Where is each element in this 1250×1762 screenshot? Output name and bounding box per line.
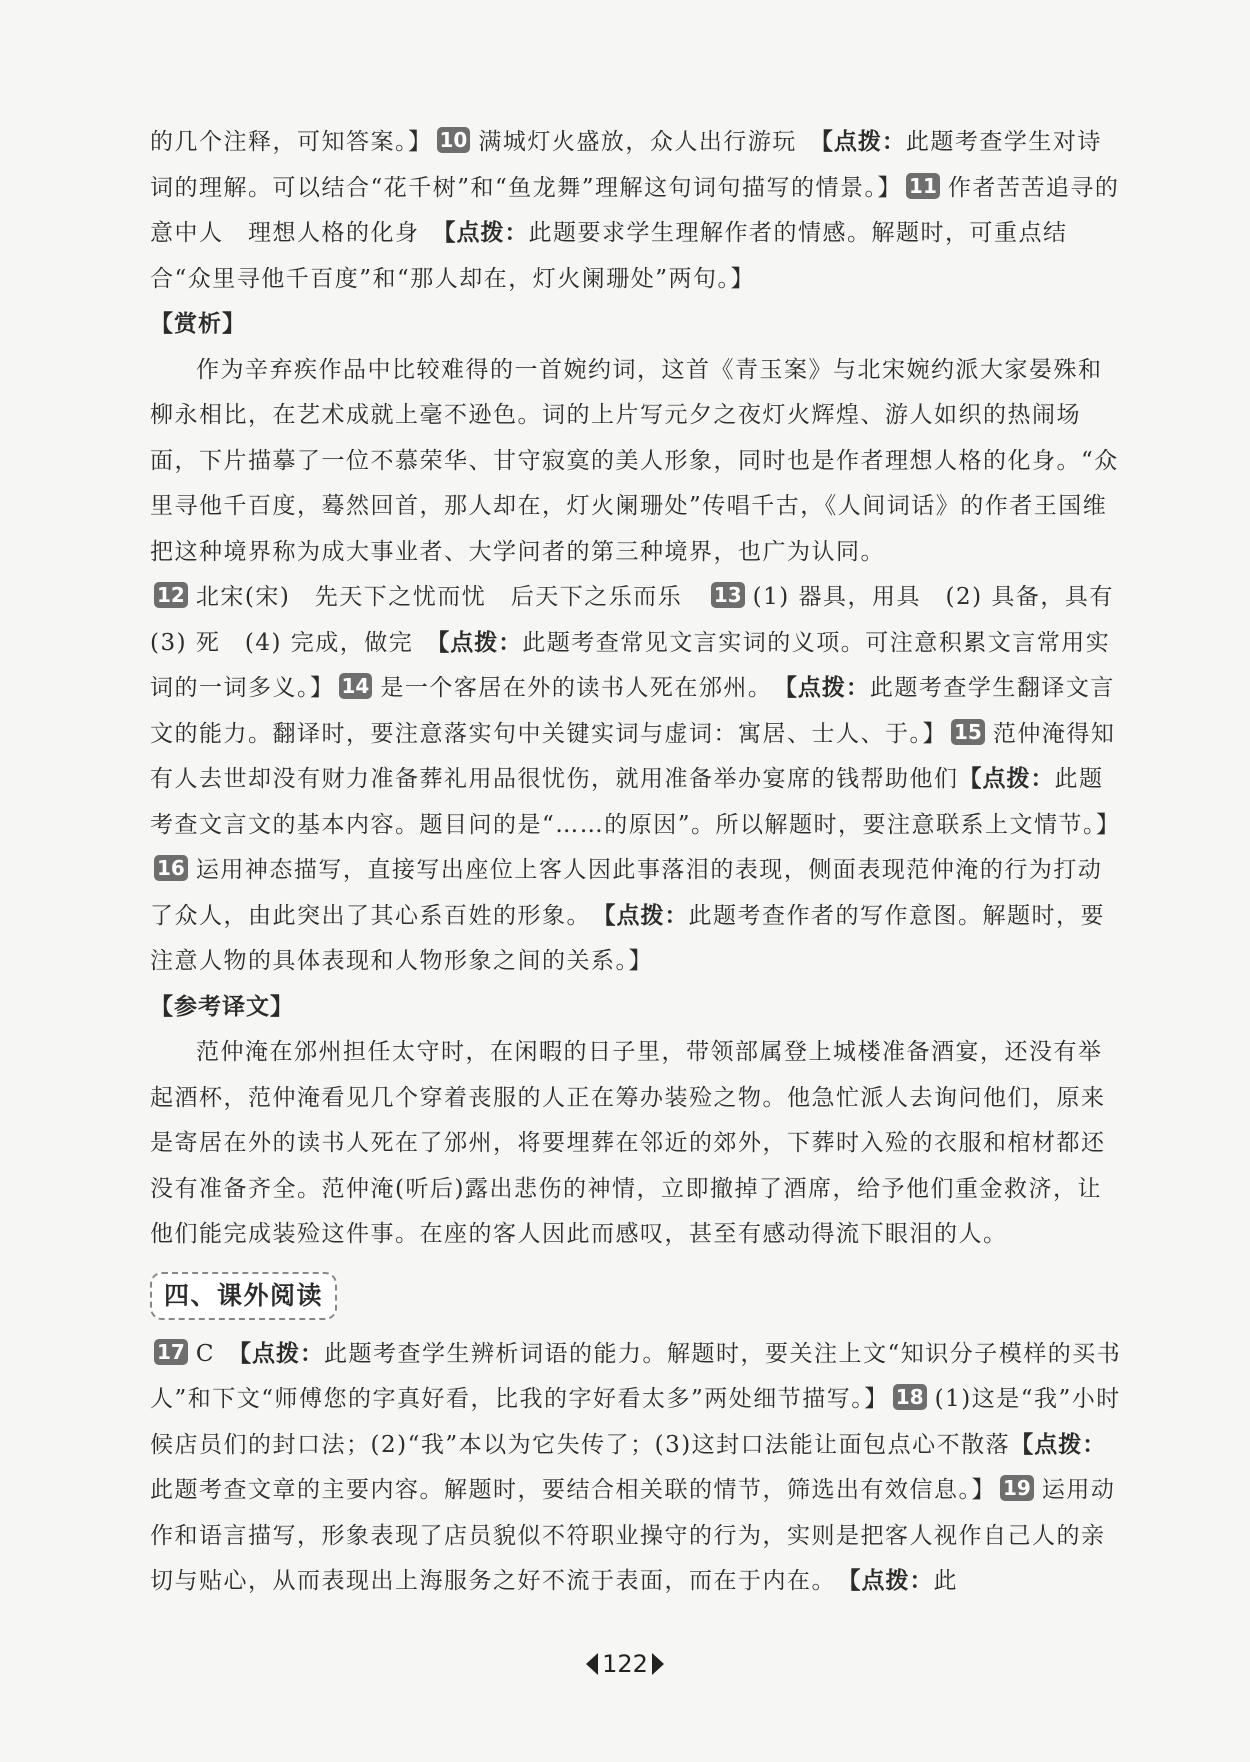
hint-tag: 【点拨：	[821, 129, 906, 155]
appreciation-heading: 【赏析】	[150, 311, 246, 337]
answer-11: 作者苦苦追寻的意中人 理想人格的化身	[150, 174, 1120, 246]
question-number-14: 14	[339, 673, 373, 699]
question-number-11: 11	[906, 173, 940, 199]
hint-tag: 【点拨：	[437, 629, 523, 656]
hint-tag: 【点拨：	[444, 220, 529, 246]
answers-12-16	[150, 575, 1139, 985]
question-number-18: 18	[893, 1384, 927, 1410]
answer-19: 运用动作和语言描写，形象表现了店员貌似不符职业操守的行为，实则是把客人视作自己人的亲切与贴心，从而表现出上海服务之好不流于表面，而在于内在。	[150, 1477, 1116, 1594]
question-number-10: 10	[437, 127, 471, 153]
page-number-text: 122	[602, 1650, 648, 1678]
triangle-left-icon	[586, 1653, 598, 1675]
answer-14: 是一个客居在外的读书人死在邠州。	[380, 675, 761, 701]
translation-heading: 【参考译文】	[150, 993, 294, 1020]
continued-note: 的几个注释，可知答案。】	[150, 129, 433, 155]
hint-tag: 【点拨：	[239, 1340, 324, 1367]
hint-tag: 【点拨：	[849, 1568, 934, 1594]
hint-19: 此	[933, 1568, 958, 1594]
question-number-12: 12	[154, 582, 188, 608]
hint-11: 此题要求学生理解作者的情感。解题时，可重点结合“众里寻他千百度”和“那人却在，灯火阑珊处”两句。】	[150, 220, 1068, 292]
answer-12: 北宋(宋) 先天下之忧而忧 后天下之乐而乐	[195, 584, 683, 610]
hint-tag: 【点拨：	[604, 902, 689, 929]
hint-13: 此题考查常见文言实词的义项。可注意积累文言常用实词的一词多义。】	[150, 629, 1111, 701]
section-title-extracurricular-reading: 四、课外阅读	[150, 1272, 337, 1320]
hint-17: 此题考查学生辨析词语的能力。解题时，要关注上文“知识分子模样的买书人”和下文“师傅您的字真好看，比我的字好看太多”两处细节描写。】	[150, 1340, 1122, 1412]
hint-15: 此题考查文言文的基本内容。题目问的是“……的原因”。所以解题时，要注意联系上文情节。】	[150, 766, 1121, 838]
answer-content	[150, 120, 1139, 1605]
answers-17-19	[150, 1332, 1125, 1605]
question-number-13: 13	[711, 582, 745, 608]
hint-18: 此题考查文章的主要内容。解题时，要结合相关联的情节，筛选出有效信息。】	[150, 1477, 996, 1503]
answers-10-11	[150, 120, 1125, 302]
hint-10: 此题考查学生对诗词的理解。可以结合“花千树”和“鱼龙舞”理解这句词句描写的情景。】	[150, 129, 1102, 201]
answer-15: 范仲淹得知有人去世却没有财力准备葬礼用品很忧伤，就用准备举办宴席的钱帮助他们	[150, 720, 1116, 792]
question-number-17: 17	[154, 1339, 188, 1365]
page-number	[0, 1650, 1250, 1678]
hint-tag: 【点拨：	[1010, 1431, 1107, 1458]
hint-14: 此题考查学生翻译文言文的能力。翻译时，要注意落实句中关键实词与虚词：寓居、士人、于。】	[150, 675, 1115, 747]
question-number-16: 16	[154, 855, 188, 881]
hint-tag: 【点拨：	[958, 766, 1055, 792]
hint-tag: 【点拨：	[785, 675, 870, 701]
question-number-19: 19	[1000, 1475, 1034, 1501]
answer-10: 满城灯火盛放，众人出行游玩	[478, 129, 797, 155]
appreciation-text: 作为辛弃疾作品中比较难得的一首婉约词，这首《青玉案》与北宋婉约派大家晏殊和柳永相比，在艺术成就上毫不逊色。词的上片写元夕之夜灯火辉煌、游人如织的热闹场面，下片描摹了一位不慕荣华、甘守寂寞的美人形象，同时也是作者理想人格的化身。“众里寻他千百度，蓦然回首，那人却在，灯火阑珊处”传唱千古，《人间词话》的作者王国维把这种境界称为成大事业者、大学问者的第三种境界，也广为认同。	[150, 356, 1119, 565]
answer-13: (1) 器具，用具 (2) 具备，具有 (3) 死 (4) 完成，做完	[150, 584, 1139, 656]
answer-16: 运用神态描写，直接写出座位上客人因此事落泪的表现，侧面表现范仲淹的行为打动了众人，由此突出了其心系百姓的形象。	[150, 857, 1103, 929]
answer-17: C	[195, 1340, 215, 1367]
answer-18: (1)这是“我”小时候店员们的封口法；(2)“我”本以为它失传了；(3)这封口法能让面包点心不散落	[150, 1386, 1121, 1458]
hint-16: 此题考查作者的写作意图。解题时，要注意人物的具体表现和人物形象之间的关系。】	[150, 902, 1105, 974]
triangle-right-icon	[652, 1653, 664, 1675]
question-number-15: 15	[951, 719, 985, 745]
translation-text: 范仲淹在邠州担任太守时，在闲暇的日子里，带领部属登上城楼准备酒宴，还没有举起酒杯，范仲淹看见几个穿着丧服的人正在筹办装殓之物。他急忙派人去询问他们，原来是寄居在外的读书人死在了邠州，将要埋葬在邻近的郊外，下葬时入殓的衣服和棺材都还没有准备齐全。范仲淹(听后)露出悲伤的神情，立即撤掉了酒席，给予他们重金救济，让他们能完成装殓这件事。在座的客人因此而感叹，甚至有感动得流下眼泪的人。	[150, 1039, 1106, 1247]
